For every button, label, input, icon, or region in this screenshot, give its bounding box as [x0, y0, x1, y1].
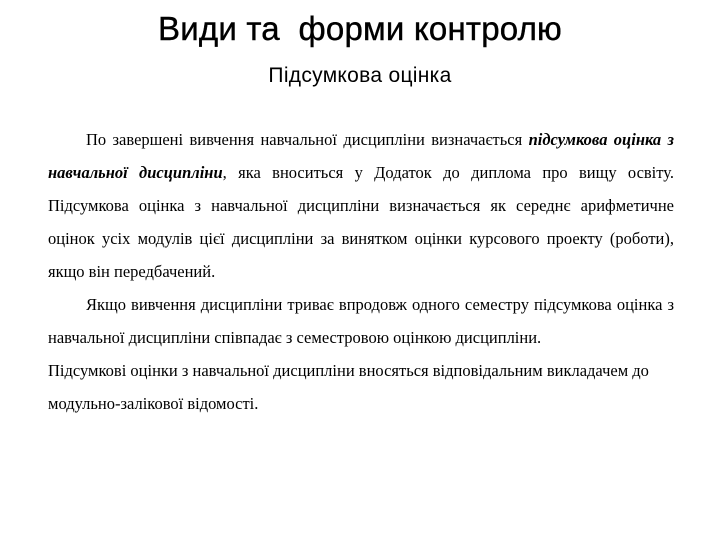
paragraph-1-text-before: По завершені вивчення навчальної дисципліни визначається: [86, 130, 529, 149]
paragraph-1-text-after: , яка вноситься у Додаток до диплома про вищу освіту. Підсумкова оцінка з навчальної дисципліни визначається як середнє арифметичне оцінок усіх модулів цієї дисципліни за винятком оцінки курсового проекту (роботи), якщо він передбачений.: [48, 163, 674, 281]
slide-title: Види та форми контролю: [158, 10, 562, 47]
paragraph-one-semester: Якщо вивчення дисципліни триває впродовж одного семестру підсумкова оцінка з навчальної дисципліни співпадає з семестровою оцінкою дисципліни.: [48, 295, 674, 347]
paragraph-final-grade: [48, 123, 674, 288]
slide-body: [48, 123, 674, 420]
slide-subtitle: Підсумкова оцінка: [268, 64, 452, 87]
paragraph-grade-entry: Підсумкові оцінки з навчальної дисципліни вносяться відповідальним викладачем до модульно-залікової відомості.: [48, 361, 649, 413]
paragraph-1-emphasis: підсумкова оцінка з навчальної дисципліни: [48, 130, 674, 182]
